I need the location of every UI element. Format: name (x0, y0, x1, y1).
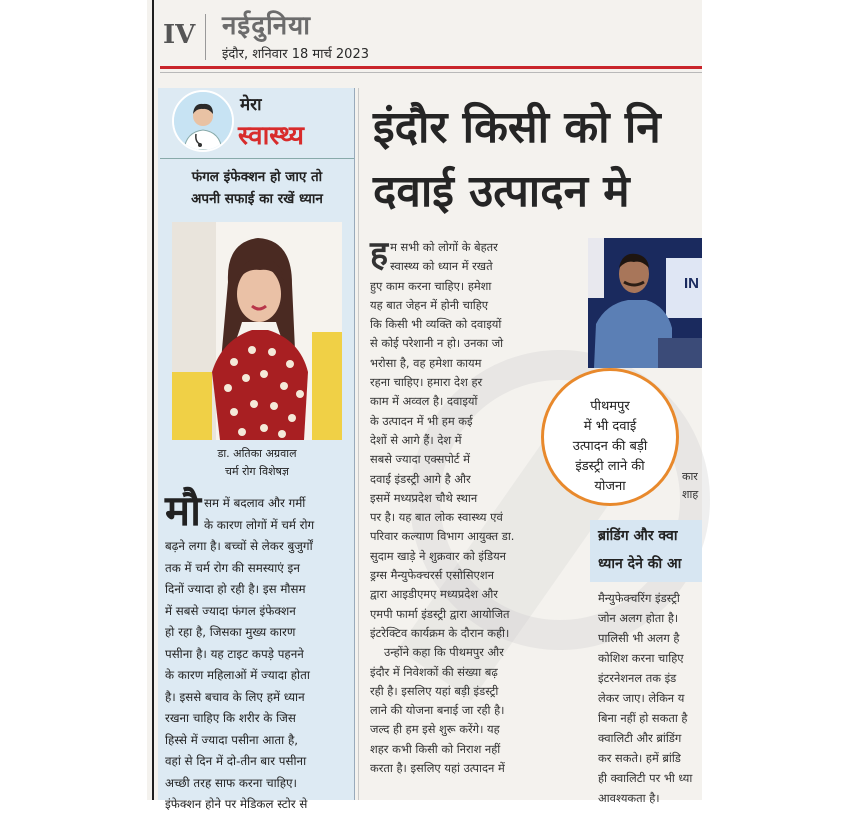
main-body-line: एमपी फार्मा इंडस्ट्री द्वारा आयोजित (370, 606, 510, 621)
subheading-line: ब्रांडिंग और क्वा (598, 528, 678, 544)
secondary-body-line: लेकर जाए। लेकिन य (598, 691, 685, 705)
column-body-line: दिनों ज्यादा हो रही है। इस मौसम (165, 582, 306, 596)
page-number: IV (163, 20, 196, 50)
main-body-line: परिवार कल्याण विभाग आयुक्त डा. (370, 529, 515, 544)
secondary-body-line: आवश्यकता है। (598, 791, 660, 805)
column-body-line: वहां से दिन में दो-तीन बार पसीना (165, 754, 307, 768)
main-body-line: उन्होंने कहा कि पीथमपुर और (384, 645, 504, 660)
event-speaker-photo (588, 238, 702, 368)
column-headline-line: अपनी सफाई का रखें ध्यान (191, 191, 323, 207)
subheading (598, 522, 681, 578)
header-separator (205, 14, 206, 60)
main-body-line: स्वास्थ्य को ध्यान में रखते (390, 259, 493, 274)
svg-text:IN: IN (684, 275, 699, 292)
secondary-body-line: जोन अलग होता है। (598, 611, 679, 625)
main-body-line: इंदौर में निवेशकों की संख्या बढ़ (370, 664, 498, 679)
secondary-body-line: बिना नहीं हो सकता है (598, 711, 688, 725)
column-body-line: हो रहा है, जिसका मुख्य कारण (165, 625, 296, 639)
column-body-line: के कारण लोगों में चर्म रोग (204, 517, 315, 532)
main-body-line: सबसे ज्यादा एक्सपोर्ट में (370, 452, 470, 467)
main-article-body (370, 234, 577, 778)
main-body-line: के उत्पादन में भी हम कई (370, 413, 473, 428)
main-body-line: म सभी को लोगों के बेहतर (390, 240, 498, 254)
secondary-body-line: ही क्वालिटी पर भी ध्या (598, 771, 693, 785)
main-body-line: हुए काम करना चाहिए। हमेशा (370, 278, 492, 293)
pull-quote-line: इंडस्ट्री लाने की (575, 459, 645, 474)
column-body-line: सम में बदलाव और गर्मी (204, 496, 306, 510)
main-body-line: शहर कभी किसी को निराश नहीं (370, 741, 501, 756)
secondary-body-line: कोशिश करना चाहिए (598, 651, 684, 665)
secondary-article-body (598, 588, 702, 808)
column-headline (166, 166, 348, 210)
photo-caption-right-line: शाह (682, 488, 699, 501)
secondary-body-line: कर सकते। हमें ब्रांडि (598, 751, 681, 765)
main-body-line: ड्रग्स मैन्युफेक्चरर्स एसोसिएशन (370, 568, 494, 583)
main-headline (373, 96, 661, 224)
main-body-line: सुदाम खाड़े ने शुक्रवार को इंडियन (370, 548, 506, 563)
column-body-line: में सबसे ज्यादा फंगल इंफेक्शन (165, 603, 296, 618)
pull-quote-circle (541, 368, 679, 506)
header-red-rule (160, 66, 702, 69)
main-body-line: काम में अव्वल है। दवाइयों (370, 394, 478, 409)
main-body-line: लाने की योजना बनाई जा रही है। (370, 703, 505, 718)
caption-name: डा. अतिका अग्रवाल (217, 447, 297, 460)
pull-quote-line: पीथमपुर (590, 399, 630, 414)
photo-caption-right-line: कार (682, 470, 698, 483)
main-body-line: रही है। इसलिए यहां बड़ी इंडस्ट्री (370, 683, 499, 698)
header-grey-rule (160, 72, 702, 73)
column-article-body (165, 486, 350, 816)
column-headline-line: फंगल इंफेक्शन हो जाए तो (191, 169, 323, 185)
column-body-line: रखना चाहिए कि शरीर के जिस (165, 711, 296, 725)
pull-quote-line: योजना (594, 479, 626, 494)
caption-title: चर्म रोग विशेषज्ञ (225, 465, 289, 478)
masthead-logo: नईदुनिया (222, 11, 311, 41)
main-body-line: इंटरेक्टिव कार्यक्रम के दौरान कही। (370, 625, 510, 640)
column-body-line: अच्छी तरह साफ करना चाहिए। (165, 775, 297, 790)
page-spine-rule (152, 0, 154, 800)
pull-quote-line: उत्पादन की बड़ी (572, 439, 648, 454)
column-dropcap: मौ (165, 486, 201, 535)
main-body-line: द्वारा आइडीएमए मध्यप्रदेश और (370, 587, 498, 602)
column-brand-small: मेरा (240, 95, 262, 115)
main-body-line: करता है। इसलिए यहां उत्पादन में (370, 761, 505, 776)
photo-caption (166, 445, 348, 481)
main-body-line: रहना चाहिए। हमारा देश हर (370, 375, 483, 390)
photo-caption-right (682, 468, 698, 504)
main-body-line: दवाई इंडस्ट्री आगे है और (370, 471, 471, 486)
column-body-line: तक में चर्म रोग की समस्याएं इन (165, 560, 300, 575)
main-headline-line: दवाई उत्पादन मे (373, 166, 630, 217)
main-body-line: पर है। यह बात लोक स्वास्थ्य एवं (370, 510, 503, 525)
main-body-line: यह बात जेहन में होनी चाहिए (370, 297, 489, 312)
doctor-avatar-icon (172, 90, 234, 152)
column-rule (160, 158, 354, 159)
main-body-line: भरोसा है, वह हमेशा कायम (370, 355, 482, 370)
column-body-line: है। इससे बचाव के लिए हमें ध्यान (165, 689, 305, 704)
main-body-line: कि किसी भी व्यक्ति को दवाइयों (370, 317, 502, 332)
main-headline-line: इंदौर किसी को नि (373, 102, 661, 153)
column-body-line: इंफेक्शन होने पर मेडिकल स्टोर से (165, 797, 308, 811)
doctor-portrait-photo (172, 222, 342, 440)
column-divider (358, 88, 359, 800)
column-body-line: बढ़ने लगा है। बच्चों से लेकर बुजुर्गों (165, 539, 313, 553)
main-body-line: इसमें मध्यप्रदेश चौथे स्थान (370, 490, 478, 505)
column-body-line: हिस्से में ज्यादा पसीना आता है, (165, 732, 298, 747)
secondary-body-line: मैन्युफेक्चरिंग इंडस्ट्री (598, 591, 680, 605)
pull-quote-line: में भी दवाई (583, 419, 637, 434)
secondary-body-line: पालिसी भी अलग है (598, 631, 680, 645)
main-body-line: से कोई परेशानी न हो। उनका जो (370, 336, 504, 351)
main-dropcap: ह (370, 234, 389, 274)
column-body-line: पसीना है। यह टाइट कपड़े पहनने (165, 646, 304, 661)
column-body-line: के कारण महिलाओं में ज्यादा होता (165, 668, 310, 682)
main-body-line: देशों से आगे हैं। देश में (370, 432, 462, 447)
secondary-body-line: क्वालिटी और ब्रांडिंग (598, 731, 682, 745)
dateline: इंदौर, शनिवार 18 मार्च 2023 (222, 47, 369, 62)
secondary-body-line: इंटरनेशनल तक इंड (598, 671, 677, 685)
main-body-line: जल्द ही हम इसे शुरू करेंगे। यह (370, 722, 500, 737)
column-brand-large: स्वास्थ्य (238, 121, 305, 151)
subheading-line: ध्यान देने की आ (598, 556, 682, 572)
